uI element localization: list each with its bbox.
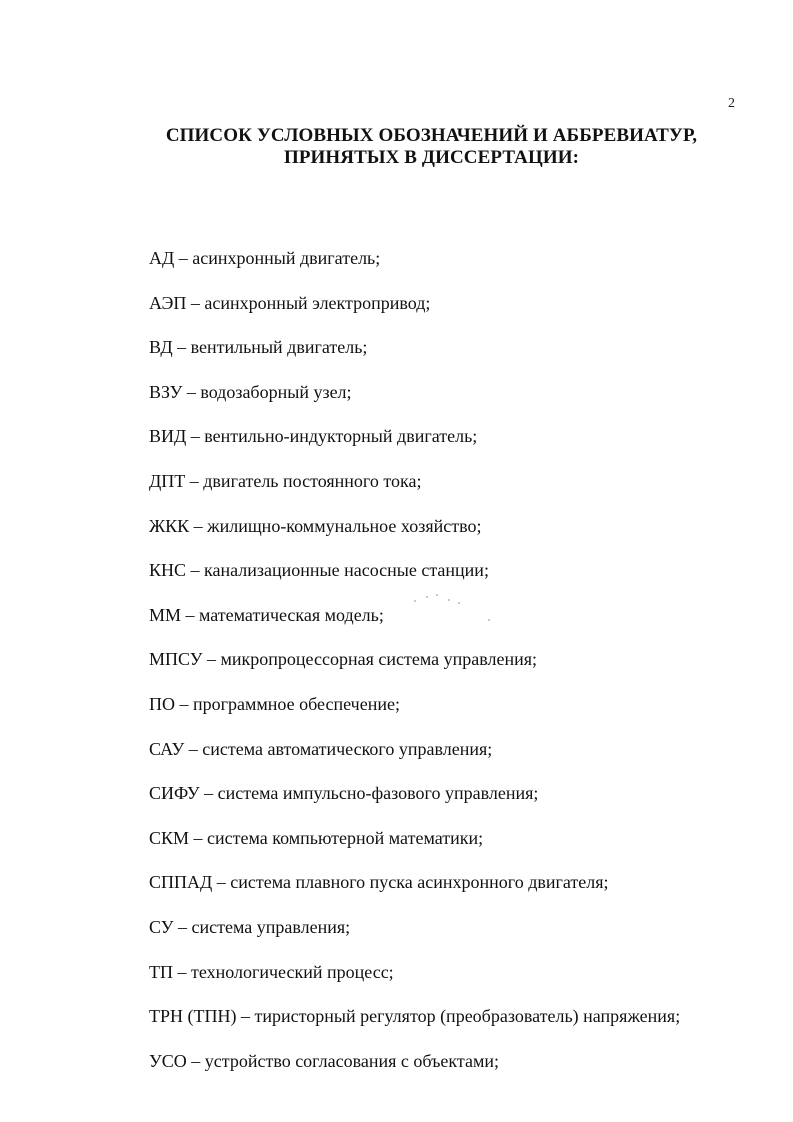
- scan-speckle: [458, 602, 460, 604]
- abbreviation-item: ВД – вентильный двигатель;: [149, 337, 368, 358]
- scan-speckle: [448, 599, 450, 601]
- abbreviation-item: СППАД – система плавного пуска асинхронного двигателя;: [149, 872, 609, 893]
- page-number: 2: [728, 96, 735, 111]
- title-line-2: ПРИНЯТЫХ В ДИССЕРТАЦИИ:: [283, 147, 580, 168]
- scan-speckle: [488, 619, 490, 621]
- page-title: [0, 125, 793, 169]
- abbreviation-item: ПО – программное обеспечение;: [149, 693, 400, 714]
- abbreviation-item: ВЗУ – водозаборный узел;: [149, 381, 352, 402]
- abbreviation-list: [149, 247, 749, 1094]
- abbreviation-item: ММ – математическая модель;: [149, 604, 384, 625]
- abbreviation-item: СУ – система управления;: [149, 916, 351, 937]
- abbreviation-item: УСО – устройство согласования с объектами;: [149, 1050, 500, 1071]
- abbreviation-item: ДПТ – двигатель постоянного тока;: [149, 470, 422, 491]
- abbreviation-item: СИФУ – система импульсно-фазового управления;: [149, 783, 539, 804]
- abbreviation-item: ЖКК – жилищно-коммунальное хозяйство;: [149, 515, 482, 536]
- abbreviation-item: САУ – система автоматического управления;: [149, 738, 493, 759]
- abbreviation-item: КНС – канализационные насосные станции;: [149, 560, 489, 581]
- title-line-1: СПИСОК УСЛОВНЫХ ОБОЗНАЧЕНИЙ И АББРЕВИАТУР,: [165, 125, 698, 146]
- abbreviation-item: АЭП – асинхронный электропривод;: [149, 292, 431, 313]
- abbreviation-item: ВИД – вентильно-индукторный двигатель;: [149, 426, 478, 447]
- abbreviation-item: АД – асинхронный двигатель;: [149, 248, 381, 268]
- abbreviation-item: ТРН (ТПН) – тиристорный регулятор (преобразователь) напряжения;: [149, 1006, 681, 1027]
- scan-speckle: [426, 596, 428, 598]
- abbreviation-item: СКМ – система компьютерной математики;: [149, 827, 484, 848]
- abbreviation-item: МПСУ – микропроцессорная система управления;: [149, 649, 537, 670]
- scan-speckle: [414, 600, 416, 602]
- abbreviation-item: ТП – технологический процесс;: [149, 961, 394, 982]
- scan-speckle: [436, 594, 438, 596]
